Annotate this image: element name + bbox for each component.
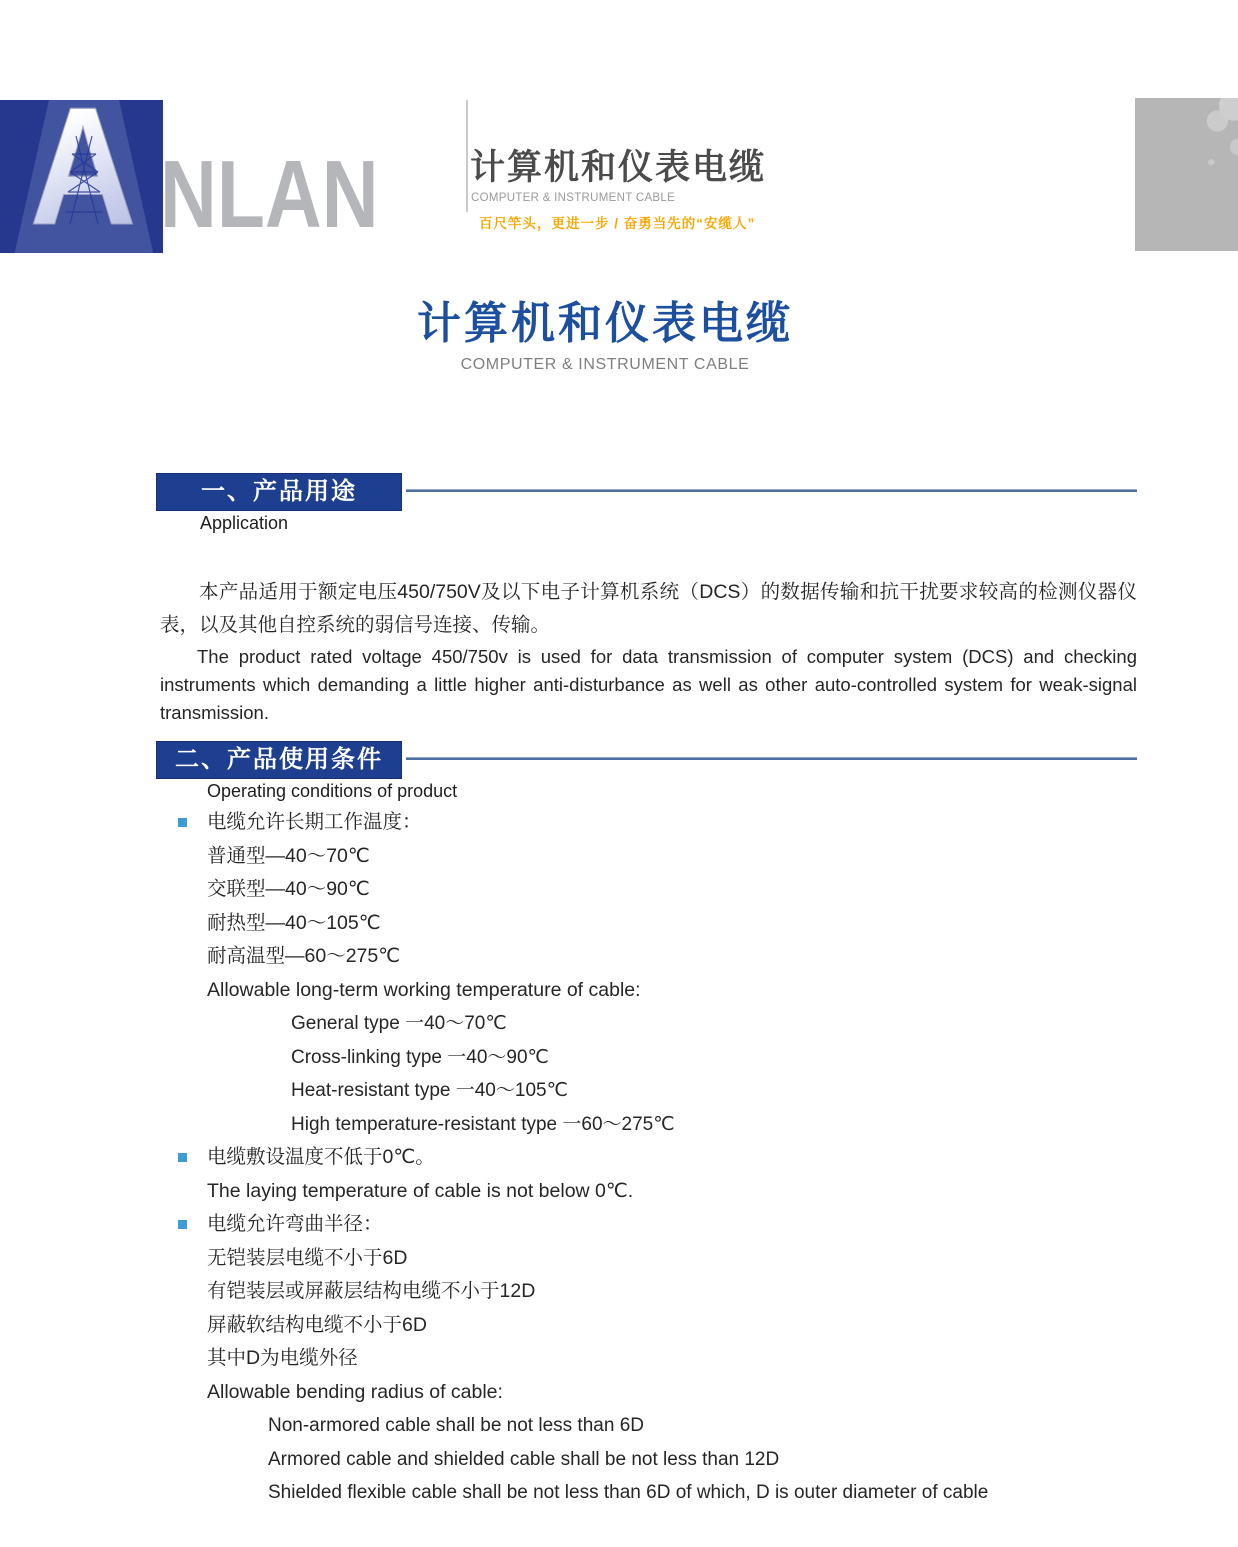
list-item-text: 耐热型—40～105℃ [207,911,381,934]
list-item-text: High temperature-resistant type 一60～275℃ [291,1113,675,1135]
operating-conditions-list [160,806,1140,1510]
list-item [160,1242,1140,1276]
header-divider-line [466,100,468,212]
list-item-text: 普通型—40～70℃ [207,844,370,867]
list-item [160,974,1140,1008]
application-paragraph-cn: 本产品适用于额定电压450/750V及以下电子计算机系统（DCS）的数据传输和抗干扰要求较高的检测仪器仪表，以及其他自控系统的弱信号连接、传输。 [160,580,1137,636]
page-title-block [0,298,1210,374]
section-1-subheading: Application [200,513,289,533]
list-item [160,1409,1140,1443]
list-item [160,907,1140,941]
list-item [160,806,1140,840]
list-item [160,1208,1140,1242]
list-item-text: 交联型—40～90℃ [207,878,370,900]
list-item [160,1342,1140,1376]
header-slogan: 百尺竿头，更进一步 / 奋勇当先的“安缆人” [479,216,756,231]
list-item [160,840,1140,874]
section-2-subheading: Operating conditions of product [207,781,458,801]
list-item-label: 电缆允许弯曲半径： [207,1213,383,1235]
header-product-title-en: COMPUTER & INSTRUMENT CABLE [471,192,676,204]
list-item [160,1476,1140,1510]
section-2-heading: 二、产品使用条件 [156,741,402,779]
bullet-square-icon [178,1153,187,1162]
list-item [160,1309,1140,1343]
list-item [160,1141,1140,1175]
list-item [160,873,1140,907]
logo-wordmark-nlan: NLAN [160,141,379,248]
list-item-label: 电缆允许长期工作温度： [207,811,422,833]
bullet-square-icon [178,1220,187,1229]
page-subtitle: COMPUTER & INSTRUMENT CABLE [460,356,750,373]
list-item-text: The laying temperature of cable is not below 0℃. [207,1179,634,1202]
leaf-photo-placeholder [1135,98,1238,251]
section-2-rule-line [406,757,1137,760]
list-item-label: 电缆敷设温度不低于0℃。 [207,1146,435,1168]
list-item-text: 其中D为电缆外径 [207,1347,358,1369]
anlan-logo-mark [0,100,163,253]
list-item [160,1007,1140,1041]
list-item-text: 屏蔽软结构电缆不小于6D [207,1313,427,1336]
list-item [160,1275,1140,1309]
list-item-text: Shielded flexible cable shall be not less than 6D of which, D is outer diameter of cable [268,1482,989,1503]
section-1-rule-line [406,489,1137,492]
list-item-text: 有铠装层或屏蔽层结构电缆不小于12D [207,1280,536,1302]
list-item [160,1175,1140,1209]
list-item-text: General type 一40～70℃ [291,1013,507,1034]
application-paragraph-en: The product rated voltage 450/750v is used for data transmission of computer system (DCS) and checking instruments which demanding a little higher anti-disturbance as well as other auto-controlled system for weak-signal transmission. [160,645,1137,723]
list-item-text: Cross-linking type 一40～90℃ [291,1046,549,1068]
list-item-text: 无铠装层电缆不小于6D [207,1246,408,1269]
list-item [160,1376,1140,1410]
list-item-text: Non-armored cable shall be not less than 6D [268,1415,644,1436]
list-item [160,940,1140,974]
section-1-heading-row [0,473,1238,513]
page-title: 计算机和仪表电缆 [417,299,793,348]
section-1-heading: 一、产品用途 [156,473,402,511]
list-item [160,1443,1140,1477]
bullet-square-icon [178,818,187,827]
list-item-text: Heat-resistant type 一40～105℃ [291,1080,568,1101]
list-item [160,1108,1140,1142]
list-item-text: Allowable long-term working temperature of cable: [207,978,641,1001]
list-item-text: Allowable bending radius of cable: [207,1380,503,1403]
list-item-text: Armored cable and shielded cable shall be not less than 12D [268,1448,780,1470]
list-item [160,1041,1140,1075]
logo-letter-a: A [17,100,149,250]
transmission-tower-icon [58,134,118,229]
section-2-heading-row [0,741,1238,781]
header-product-title-cn: 计算机和仪表电缆 [470,148,767,187]
list-item-text: 耐高温型—60～275℃ [207,945,401,967]
list-item [160,1074,1140,1108]
